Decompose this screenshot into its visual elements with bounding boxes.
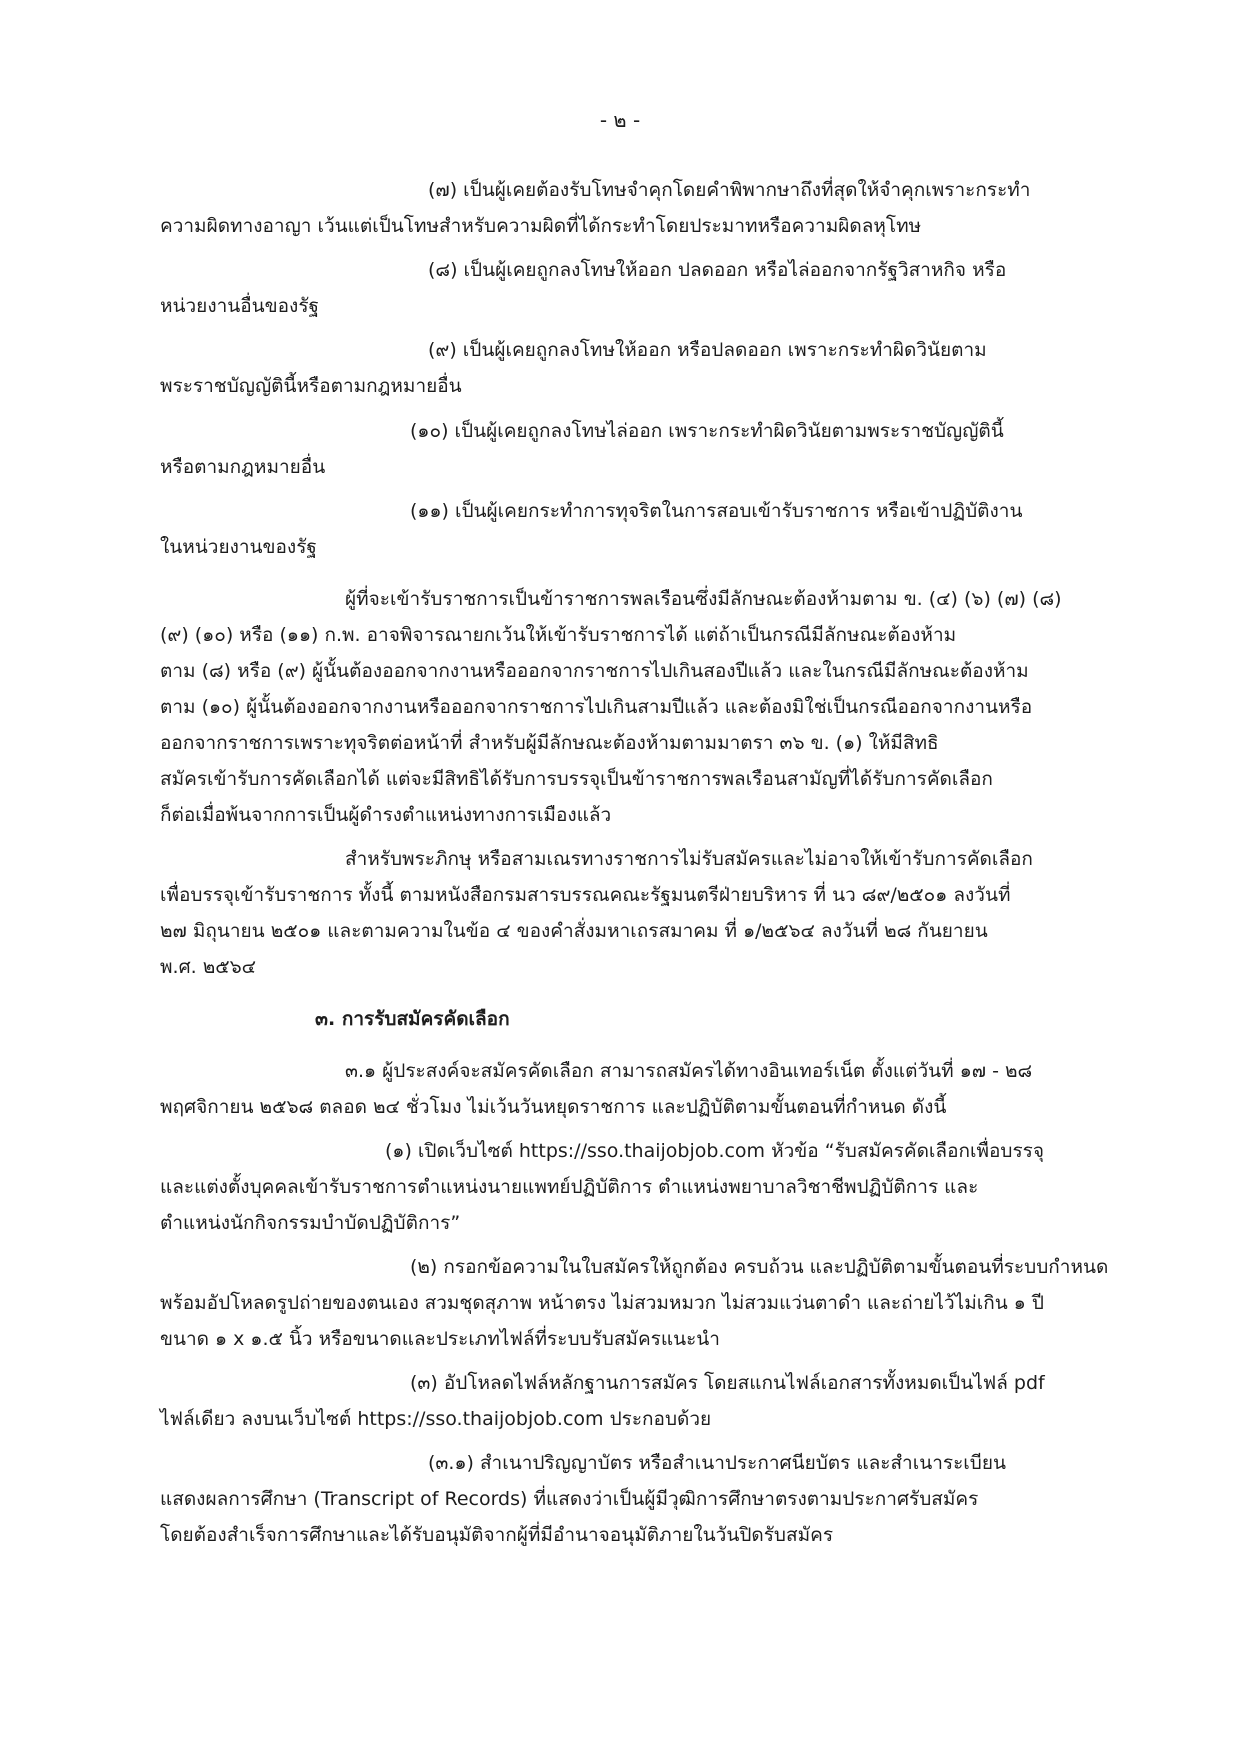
text-line: เพื่อบรรจุเข้ารับราชการ ทั้งนี้ ตามหนังสือกรมสารบรรณคณะรัฐมนตรีฝ่ายบริหาร ที่ นว ๘๙/๒๕๐๑ ลงวันที่ bbox=[160, 884, 1011, 906]
text-line: ๓.๑ ผู้ประสงค์จะสมัครคัดเลือก สามารถสมัครได้ทางอินเทอร์เน็ต ตั้งแต่วันที่ ๑๗ - ๒๘ bbox=[345, 1060, 1033, 1082]
text-line: (๑๑) เป็นผู้เคยกระทำการทุจริตในการสอบเข้ารับราชการ หรือเข้าปฏิบัติงาน bbox=[410, 500, 1023, 522]
text-line: และแต่งตั้งบุคคลเข้ารับราชการตำแหน่งนายแพทย์ปฏิบัติการ ตำแหน่งพยาบาลวิชาชีพปฏิบัติการ และ bbox=[160, 1176, 979, 1198]
text-line: (๘) เป็นผู้เคยถูกลงโทษให้ออก ปลดออก หรือไล่ออกจากรัฐวิสาหกิจ หรือ bbox=[428, 259, 1007, 281]
text-line: (๓.๑) สำเนาปริญญาบัตร หรือสำเนาประกาศนียบัตร และสำเนาระเบียน bbox=[428, 1452, 1006, 1474]
text-line: ขนาด ๑ x ๑.๕ นิ้ว หรือขนาดและประเภทไฟล์ที่ระบบรับสมัครแนะนำ bbox=[160, 1328, 720, 1350]
text-line: ความผิดทางอาญา เว้นแต่เป็นโทษสำหรับความผิดที่ได้กระทำโดยประมาทหรือความผิดลหุโทษ bbox=[160, 215, 922, 237]
text-line: หรือตามกฎหมายอื่น bbox=[160, 456, 326, 478]
text-line: (๙) เป็นผู้เคยถูกลงโทษให้ออก หรือปลดออก เพราะกระทำผิดวินัยตาม bbox=[428, 339, 987, 361]
text-line: ก็ต่อเมื่อพ้นจากการเป็นผู้ดำรงตำแหน่งทางการเมืองแล้ว bbox=[160, 804, 612, 826]
text-line: ๒๗ มิถุนายน ๒๕๐๑ และตามความในข้อ ๔ ของคำสั่งมหาเถรสมาคม ที่ ๑/๒๕๖๔ ลงวันที่ ๒๘ กันยายน bbox=[160, 920, 988, 942]
text-line: พฤศจิกายน ๒๕๖๘ ตลอด ๒๔ ชั่วโมง ไม่เว้นวันหยุดราชการ และปฏิบัติตามขั้นตอนที่กำหนด ดังนี้ bbox=[160, 1096, 947, 1118]
text-line: แสดงผลการศึกษา (Transcript of Records) ที่แสดงว่าเป็นผู้มีวุฒิการศึกษาตรงตามประกาศรับสมัคร bbox=[160, 1488, 979, 1510]
text-line: ตาม (๑๐) ผู้นั้นต้องออกจากงานหรือออกจากราชการไปเกินสามปีแล้ว และต้องมิใช่เป็นกรณีออกจากงานหรือ bbox=[160, 696, 1033, 718]
text-line: (๑) เปิดเว็บไซต์ https://sso.thaijobjob.com หัวข้อ “รับสมัครคัดเลือกเพื่อบรรจุ bbox=[385, 1140, 1045, 1162]
text-line: ในหน่วยงานของรัฐ bbox=[160, 536, 317, 558]
text-line: หน่วยงานอื่นของรัฐ bbox=[160, 295, 320, 317]
text-line: ผู้ที่จะเข้ารับราชการเป็นข้าราชการพลเรือนซึ่งมีลักษณะต้องห้ามตาม ข. (๔) (๖) (๗) (๘) bbox=[345, 588, 1062, 610]
text-line: ตำแหน่งนักกิจกรรมบำบัดปฏิบัติการ” bbox=[160, 1212, 461, 1234]
text-line: พร้อมอัปโหลดรูปถ่ายของตนเอง สวมชุดสุภาพ หน้าตรง ไม่สวมหมวก ไม่สวมแว่นตาดำ และถ่ายไว้ไม่เกิน ๑ ปี bbox=[160, 1292, 1044, 1314]
text-line: (๙) (๑๐) หรือ (๑๑) ก.พ. อาจพิจารณายกเว้นให้เข้ารับราชการได้ แต่ถ้าเป็นกรณีมีลักษณะต้องห้าม bbox=[160, 624, 957, 646]
text-line: พ.ศ. ๒๕๖๔ bbox=[160, 956, 257, 978]
text-line: (๗) เป็นผู้เคยต้องรับโทษจำคุกโดยคำพิพากษาถึงที่สุดให้จำคุกเพราะกระทำ bbox=[428, 179, 1031, 201]
text-line: ออกจากราชการเพราะทุจริตต่อหน้าที่ สำหรับผู้มีลักษณะต้องห้ามตามมาตรา ๓๖ ข. (๑) ให้มีสิทธิ bbox=[160, 732, 939, 754]
text-line: พระราชบัญญัตินี้หรือตามกฎหมายอื่น bbox=[160, 375, 462, 397]
page-number: - ๒ - bbox=[599, 108, 641, 132]
text-line: สำหรับพระภิกษุ หรือสามเณรทางราชการไม่รับสมัครและไม่อาจให้เข้ารับการคัดเลือก bbox=[345, 848, 1033, 870]
text-line: (๒) กรอกข้อความในใบสมัครให้ถูกต้อง ครบถ้วน และปฏิบัติตามขั้นตอนที่ระบบกำหนด bbox=[410, 1256, 1109, 1278]
text-line: สมัครเข้ารับการคัดเลือกได้ แต่จะมีสิทธิได้รับการบรรจุเป็นข้าราชการพลเรือนสามัญที่ได้รับการคัดเลือก bbox=[160, 768, 993, 790]
text-line: ตาม (๘) หรือ (๙) ผู้นั้นต้องออกจากงานหรือออกจากราชการไปเกินสองปีแล้ว และในกรณีมีลักษณะต้องห้าม bbox=[160, 660, 1029, 682]
text-line: โดยต้องสำเร็จการศึกษาและได้รับอนุมัติจากผู้ที่มีอำนาจอนุมัติภายในวันปิดรับสมัคร bbox=[160, 1524, 834, 1546]
text-line: (๑๐) เป็นผู้เคยถูกลงโทษไล่ออก เพราะกระทำผิดวินัยตามพระราชบัญญัตินี้ bbox=[410, 420, 1004, 442]
text-line: (๓) อัปโหลดไฟล์หลักฐานการสมัคร โดยสแกนไฟล์เอกสารทั้งหมดเป็นไฟล์ pdf bbox=[410, 1372, 1045, 1394]
section-heading: ๓. การรับสมัครคัดเลือก bbox=[315, 1008, 510, 1030]
text-line: ไฟล์เดียว ลงบนเว็บไซต์ https://sso.thaijobjob.com ประกอบด้วย bbox=[160, 1408, 712, 1430]
